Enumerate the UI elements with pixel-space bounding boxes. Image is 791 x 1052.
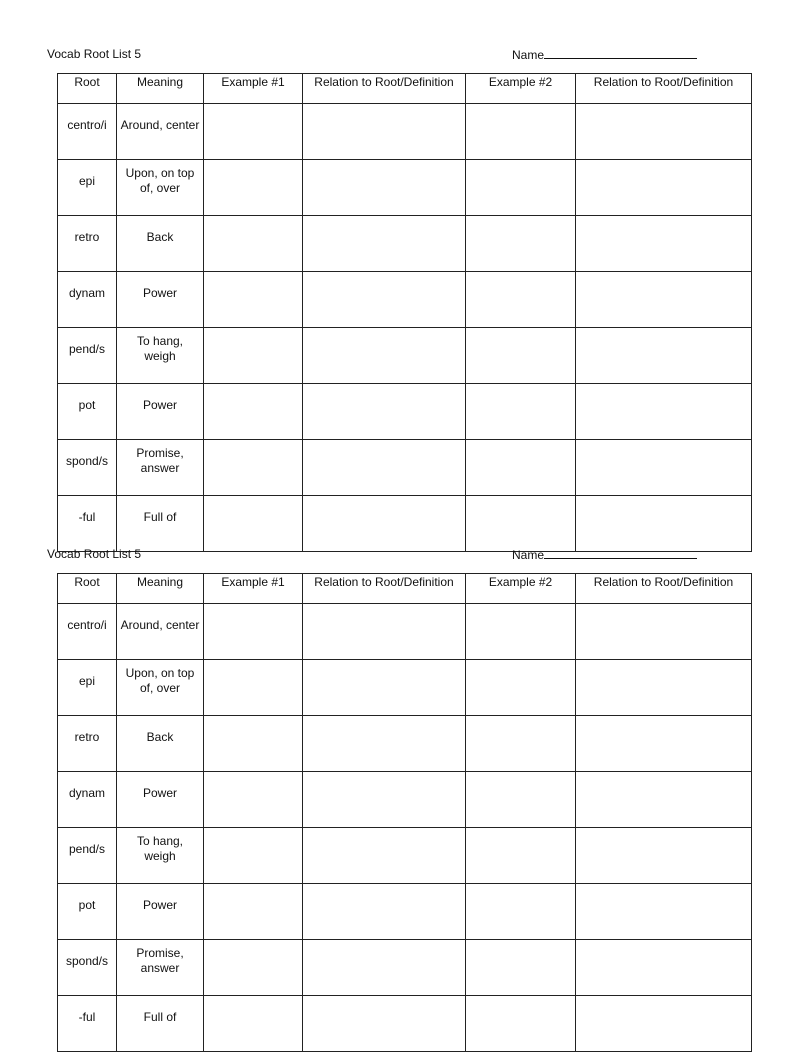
- example-2-cell[interactable]: [466, 828, 576, 884]
- table-row: [58, 216, 752, 272]
- table-row: [58, 772, 752, 828]
- relation-1-cell[interactable]: [303, 160, 466, 216]
- meaning-cell: Full of: [117, 996, 204, 1052]
- meaning-cell: Around, center: [117, 604, 204, 660]
- example-1-cell[interactable]: [204, 884, 303, 940]
- relation-2-cell[interactable]: [576, 440, 752, 496]
- meaning-cell: Power: [117, 272, 204, 328]
- table-row: [58, 884, 752, 940]
- relation-2-cell[interactable]: [576, 884, 752, 940]
- header-relation-2: Relation to Root/Definition: [576, 74, 752, 104]
- table-row: [58, 496, 752, 552]
- vocab-table: [57, 73, 752, 552]
- meaning-cell: Power: [117, 772, 204, 828]
- root-cell: pot: [58, 384, 117, 440]
- relation-1-cell[interactable]: [303, 716, 466, 772]
- name-blank-line[interactable]: [544, 547, 697, 559]
- root-cell: -ful: [58, 496, 117, 552]
- root-cell: spond/s: [58, 940, 117, 996]
- worksheet-title: Vocab Root List 5: [47, 547, 142, 561]
- relation-1-cell[interactable]: [303, 884, 466, 940]
- relation-2-cell[interactable]: [576, 216, 752, 272]
- header-root: Root: [58, 574, 117, 604]
- example-2-cell[interactable]: [466, 160, 576, 216]
- example-2-cell[interactable]: [466, 716, 576, 772]
- example-2-cell[interactable]: [466, 496, 576, 552]
- relation-2-cell[interactable]: [576, 384, 752, 440]
- example-2-cell[interactable]: [466, 384, 576, 440]
- meaning-cell: Full of: [117, 496, 204, 552]
- relation-2-cell[interactable]: [576, 272, 752, 328]
- example-1-cell[interactable]: [204, 384, 303, 440]
- example-1-cell[interactable]: [204, 216, 303, 272]
- meaning-cell: Promise, answer: [117, 940, 204, 996]
- header-root: Root: [58, 74, 117, 104]
- relation-1-cell[interactable]: [303, 440, 466, 496]
- header-example-1: Example #1: [204, 74, 303, 104]
- meaning-cell: Back: [117, 216, 204, 272]
- relation-1-cell[interactable]: [303, 828, 466, 884]
- name-label: Name: [512, 548, 545, 562]
- meaning-cell: To hang, weigh: [117, 328, 204, 384]
- relation-1-cell[interactable]: [303, 216, 466, 272]
- relation-1-cell[interactable]: [303, 328, 466, 384]
- table-row: [58, 940, 752, 996]
- header-example-2: Example #2: [466, 74, 576, 104]
- name-field[interactable]: [512, 547, 697, 562]
- example-1-cell[interactable]: [204, 440, 303, 496]
- relation-1-cell[interactable]: [303, 272, 466, 328]
- root-cell: spond/s: [58, 440, 117, 496]
- vocab-table: [57, 573, 752, 1052]
- table-row: [58, 384, 752, 440]
- example-2-cell[interactable]: [466, 272, 576, 328]
- relation-2-cell[interactable]: [576, 604, 752, 660]
- example-2-cell[interactable]: [466, 884, 576, 940]
- relation-1-cell[interactable]: [303, 772, 466, 828]
- example-2-cell[interactable]: [466, 660, 576, 716]
- header-row: [58, 74, 752, 104]
- example-2-cell[interactable]: [466, 940, 576, 996]
- header-example-1: Example #1: [204, 574, 303, 604]
- example-1-cell[interactable]: [204, 104, 303, 160]
- header-relation-1: Relation to Root/Definition: [303, 574, 466, 604]
- worksheet-title: Vocab Root List 5: [47, 47, 142, 61]
- table-row: [58, 104, 752, 160]
- root-cell: -ful: [58, 996, 117, 1052]
- table-row: [58, 716, 752, 772]
- relation-2-cell[interactable]: [576, 328, 752, 384]
- table-row: [58, 272, 752, 328]
- root-cell: dynam: [58, 772, 117, 828]
- example-2-cell[interactable]: [466, 104, 576, 160]
- meaning-cell: Back: [117, 716, 204, 772]
- example-1-cell[interactable]: [204, 828, 303, 884]
- meaning-cell: Promise, answer: [117, 440, 204, 496]
- meaning-cell: Power: [117, 384, 204, 440]
- meaning-cell: Around, center: [117, 104, 204, 160]
- name-field[interactable]: [512, 47, 697, 62]
- example-2-cell[interactable]: [466, 604, 576, 660]
- example-1-cell[interactable]: [204, 660, 303, 716]
- relation-2-cell[interactable]: [576, 104, 752, 160]
- table-row: [58, 660, 752, 716]
- root-cell: epi: [58, 160, 117, 216]
- example-2-cell[interactable]: [466, 216, 576, 272]
- relation-2-cell[interactable]: [576, 828, 752, 884]
- header-meaning: Meaning: [117, 74, 204, 104]
- relation-2-cell[interactable]: [576, 940, 752, 996]
- relation-1-cell[interactable]: [303, 384, 466, 440]
- header-meaning: Meaning: [117, 574, 204, 604]
- example-1-cell[interactable]: [204, 160, 303, 216]
- example-1-cell[interactable]: [204, 940, 303, 996]
- root-cell: dynam: [58, 272, 117, 328]
- root-cell: pend/s: [58, 328, 117, 384]
- example-2-cell[interactable]: [466, 328, 576, 384]
- example-1-cell[interactable]: [204, 328, 303, 384]
- table-row: [58, 440, 752, 496]
- meaning-cell: Power: [117, 884, 204, 940]
- example-1-cell[interactable]: [204, 604, 303, 660]
- header-relation-2: Relation to Root/Definition: [576, 574, 752, 604]
- example-1-cell[interactable]: [204, 772, 303, 828]
- meaning-cell: Upon, on top of, over: [117, 660, 204, 716]
- relation-2-cell[interactable]: [576, 496, 752, 552]
- relation-2-cell[interactable]: [576, 716, 752, 772]
- relation-1-cell[interactable]: [303, 604, 466, 660]
- example-1-cell[interactable]: [204, 496, 303, 552]
- relation-1-cell[interactable]: [303, 104, 466, 160]
- relation-1-cell[interactable]: [303, 496, 466, 552]
- example-1-cell[interactable]: [204, 272, 303, 328]
- table-row: [58, 604, 752, 660]
- example-2-cell[interactable]: [466, 772, 576, 828]
- root-cell: centro/i: [58, 604, 117, 660]
- root-cell: pend/s: [58, 828, 117, 884]
- name-blank-line[interactable]: [544, 47, 697, 59]
- name-label: Name: [512, 48, 545, 62]
- header-example-2: Example #2: [466, 574, 576, 604]
- root-cell: epi: [58, 660, 117, 716]
- relation-2-cell[interactable]: [576, 160, 752, 216]
- example-1-cell[interactable]: [204, 716, 303, 772]
- header-row: [58, 574, 752, 604]
- root-cell: centro/i: [58, 104, 117, 160]
- root-cell: pot: [58, 884, 117, 940]
- meaning-cell: Upon, on top of, over: [117, 160, 204, 216]
- table-row: [58, 828, 752, 884]
- meaning-cell: To hang, weigh: [117, 828, 204, 884]
- relation-2-cell[interactable]: [576, 660, 752, 716]
- header-relation-1: Relation to Root/Definition: [303, 74, 466, 104]
- example-2-cell[interactable]: [466, 440, 576, 496]
- table-row: [58, 328, 752, 384]
- root-cell: retro: [58, 716, 117, 772]
- table-row: [58, 160, 752, 216]
- relation-1-cell[interactable]: [303, 660, 466, 716]
- relation-1-cell[interactable]: [303, 940, 466, 996]
- relation-2-cell[interactable]: [576, 772, 752, 828]
- root-cell: retro: [58, 216, 117, 272]
